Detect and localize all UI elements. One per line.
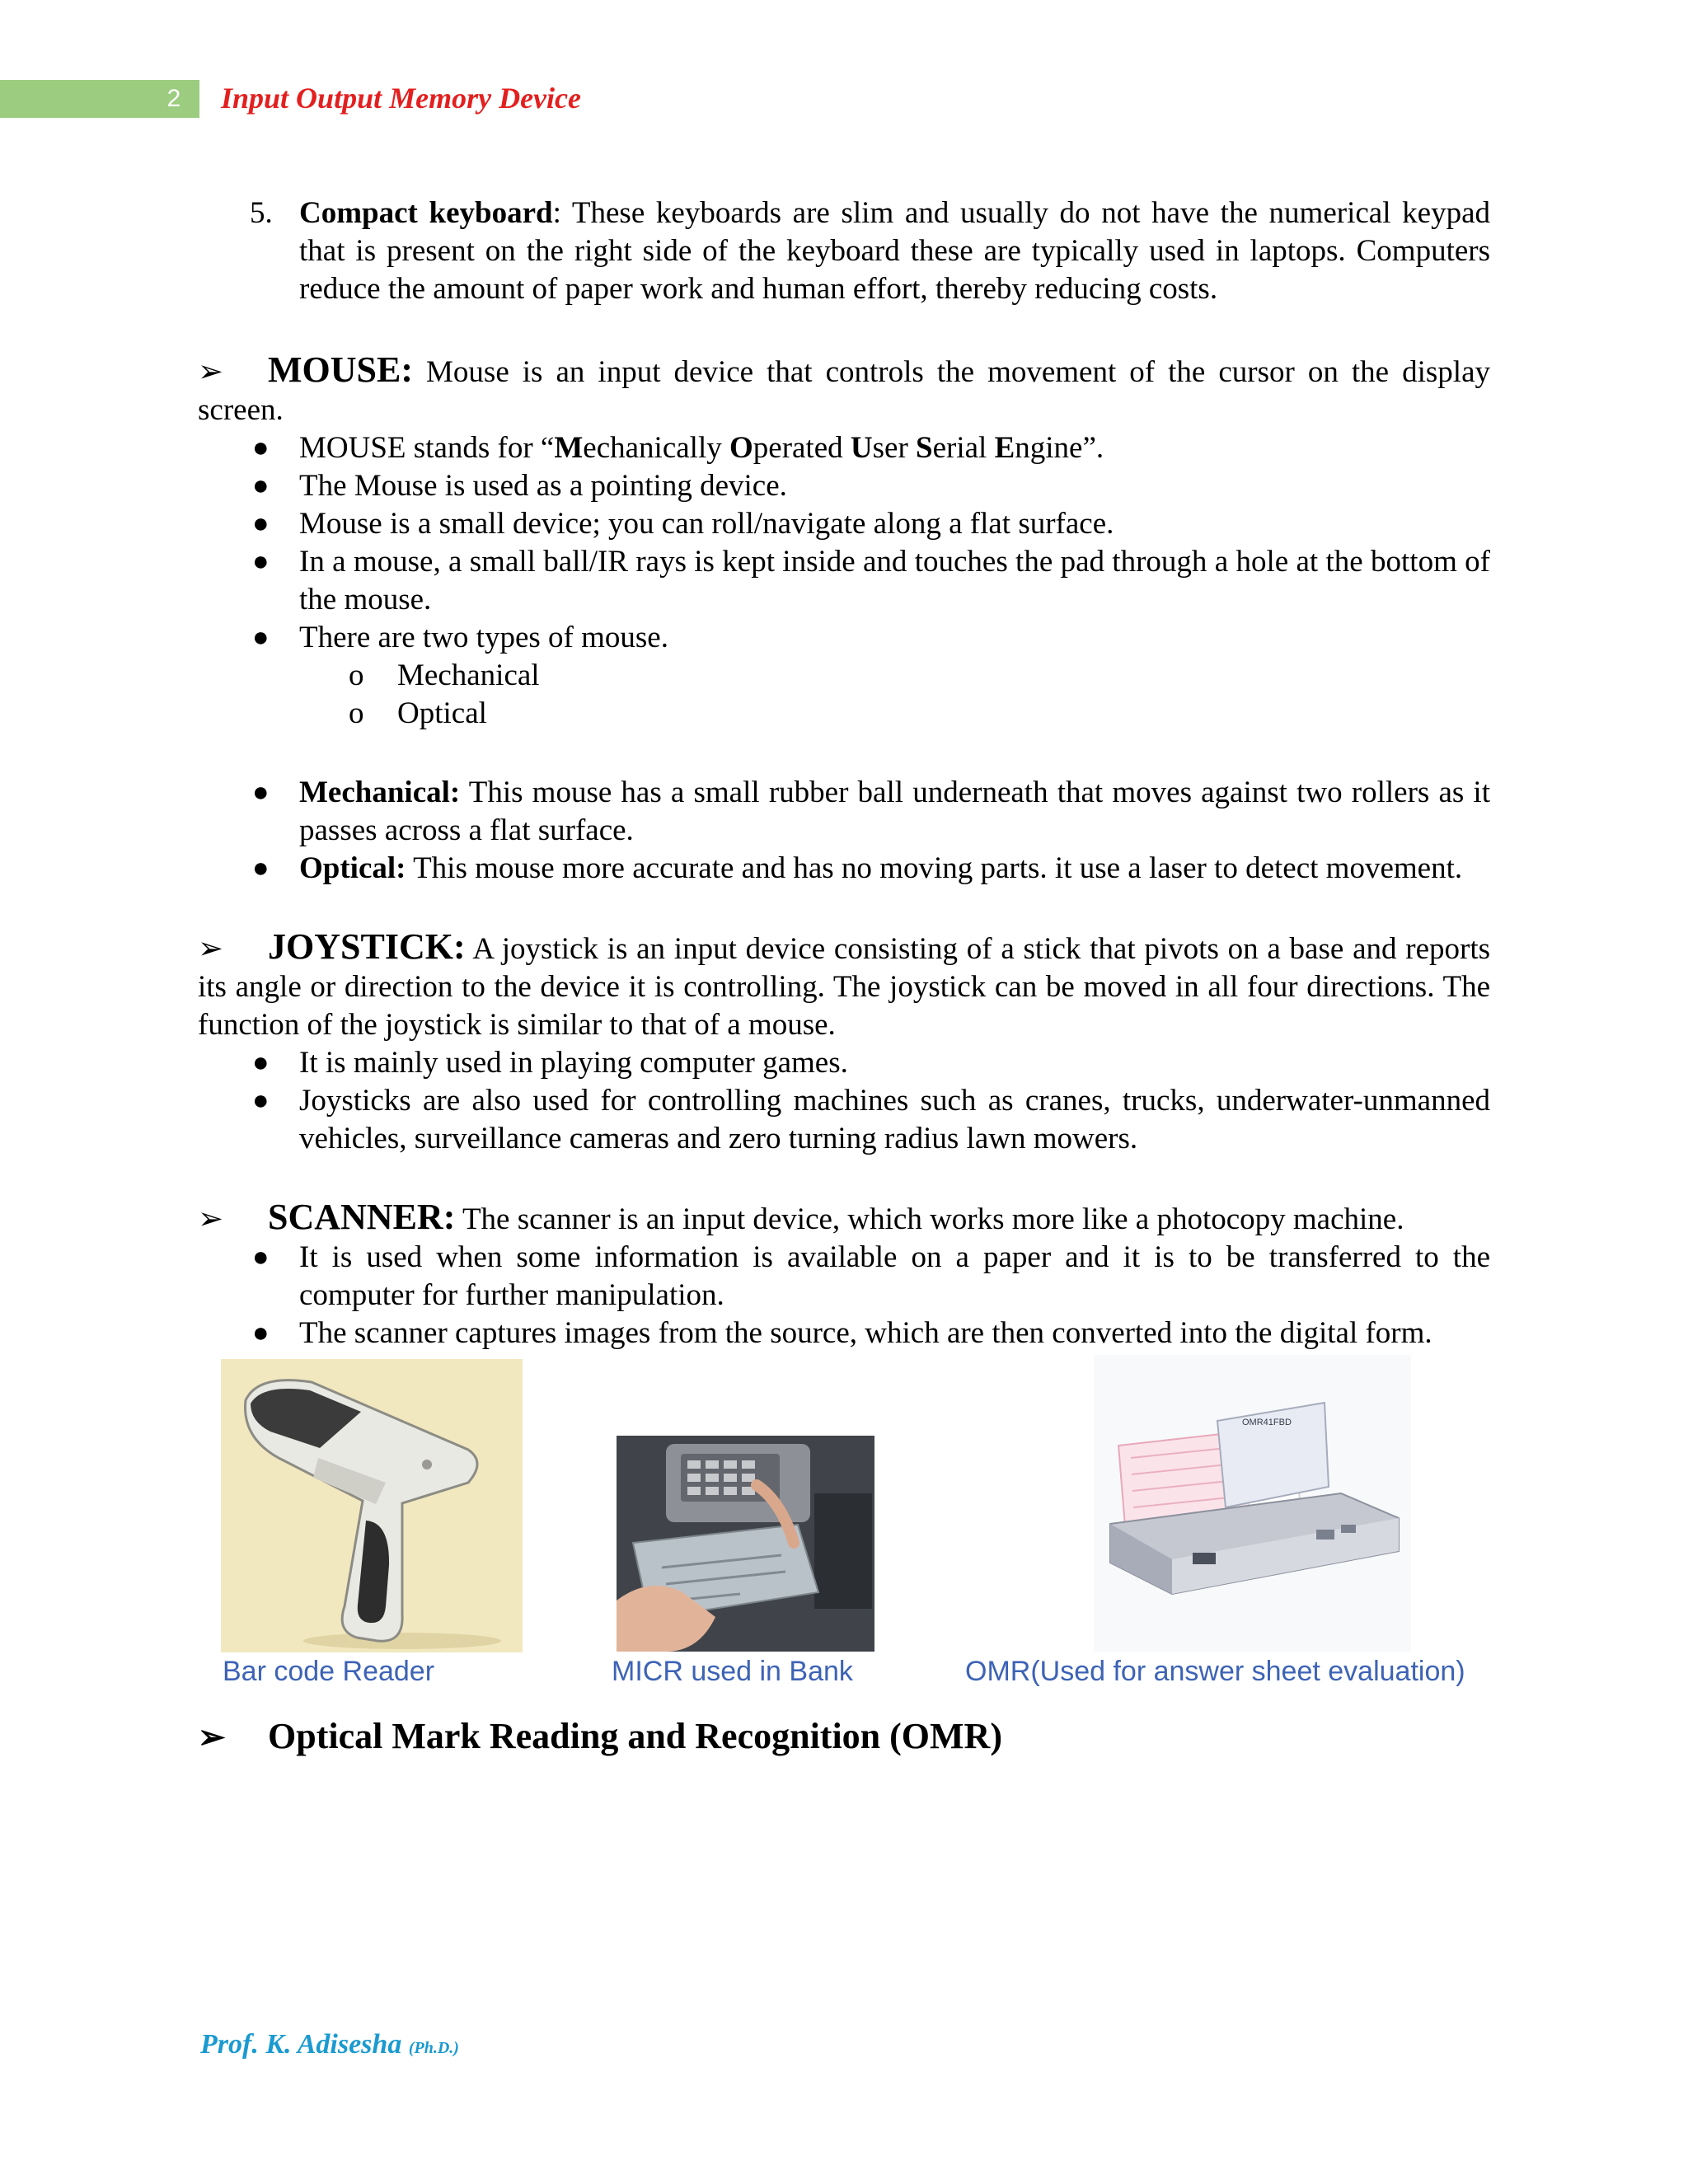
list-item bbox=[198, 467, 1490, 505]
bullet-icon: ● bbox=[252, 1047, 270, 1078]
list-item-text: Joysticks are also used for controlling machines such as cranes, trucks, underwater-unmanned vehicles, surveillance cameras and zero turning radius lawn mowers. bbox=[299, 1084, 1490, 1155]
acronym-letter: O bbox=[729, 431, 753, 465]
list-item bbox=[198, 1082, 1490, 1158]
bullet-icon: ● bbox=[252, 1318, 270, 1348]
sub-list-item bbox=[198, 657, 1490, 695]
arrow-icon: ➢ bbox=[198, 932, 224, 966]
acronym-word: ser bbox=[872, 431, 917, 465]
bullet-icon: ● bbox=[252, 777, 270, 808]
page-content bbox=[198, 194, 1490, 1760]
acronym-word: erial bbox=[932, 431, 995, 465]
barcode-reader-image bbox=[221, 1359, 523, 1652]
list-item bbox=[198, 619, 1490, 657]
joystick-title: JOYSTICK: bbox=[268, 926, 466, 967]
list-item-text: It is mainly used in playing computer games. bbox=[299, 1046, 848, 1080]
sub-list-item bbox=[198, 695, 1490, 733]
list-item-text: The scanner captures images from the source, which are then converted into the digital form. bbox=[299, 1316, 1432, 1350]
bullet-icon: ● bbox=[252, 853, 270, 883]
list-item-text: In a mouse, a small ball/IR rays is kept inside and touches the pad through a hole at the bottom of the mouse. bbox=[299, 545, 1490, 616]
sub-bullet-icon: o bbox=[349, 696, 364, 730]
bullet-icon: ● bbox=[252, 509, 270, 539]
mouse-intro: Mouse is an input device that controls the movement of the cursor on the display screen. bbox=[198, 355, 1490, 427]
list-item-text: Mouse is a small device; you can roll/navigate along a flat surface. bbox=[299, 507, 1114, 541]
joystick-heading bbox=[198, 928, 1490, 1044]
acronym-letter: S bbox=[916, 431, 933, 465]
optical-term: Optical: bbox=[299, 851, 406, 885]
sub-list-item-text: Optical bbox=[397, 696, 487, 730]
list-item-text: There are two types of mouse. bbox=[299, 621, 668, 654]
list-item bbox=[198, 850, 1490, 888]
compact-keyboard-text: : These keyboards are slim and usually do not have the numerical keypad that is present on the right side of the keyboard these are typically used in laptops. Computers reduce the amount of paper work and human effort, thereby reducing costs. bbox=[299, 196, 1491, 306]
omr-title: Optical Mark Reading and Recognition (OMR) bbox=[268, 1716, 1002, 1756]
list-item bbox=[198, 543, 1490, 619]
barcode-caption: Bar code Reader bbox=[223, 1656, 435, 1687]
scanner-intro: The scanner is an input device, which works more like a photocopy machine. bbox=[455, 1202, 1404, 1236]
list-item bbox=[198, 505, 1490, 543]
mouse-heading bbox=[198, 351, 1490, 429]
micr-caption: MICR used in Bank bbox=[612, 1656, 853, 1687]
mechanical-term: Mechanical: bbox=[299, 776, 461, 809]
author-name: Prof. K. Adisesha bbox=[200, 2029, 402, 2060]
compact-keyboard-item bbox=[198, 194, 1490, 308]
acronym-word: perated bbox=[753, 431, 851, 465]
acronym-letter: M bbox=[554, 431, 584, 465]
omr-machine-image bbox=[1094, 1355, 1411, 1652]
page-number: 2 bbox=[166, 85, 181, 112]
list-item-text: It is used when some information is available on a paper and it is to be transferred to the computer for further manipulation. bbox=[299, 1240, 1490, 1312]
optical-text: This mouse more accurate and has no moving parts. it use a laser to detect movement. bbox=[406, 851, 1463, 885]
list-item bbox=[198, 1315, 1490, 1352]
sub-list-item-text: Mechanical bbox=[397, 658, 540, 692]
list-item bbox=[198, 429, 1490, 467]
sub-bullet-icon: o bbox=[349, 658, 364, 692]
acronym-letter: E bbox=[994, 431, 1015, 465]
footer-author bbox=[200, 2029, 459, 2060]
omr-heading bbox=[198, 1714, 1490, 1760]
acronym-word: echanically bbox=[583, 431, 729, 465]
stands-for-suffix: ”. bbox=[1082, 431, 1104, 465]
scanner-heading bbox=[198, 1198, 1490, 1239]
mechanical-text: This mouse has a small rubber ball underneath that moves against two rollers as it passes across a flat surface. bbox=[299, 776, 1490, 847]
running-title: Input Output Memory Device bbox=[221, 82, 581, 115]
arrow-icon: ➢ bbox=[198, 1202, 224, 1236]
omr-machine-label: OMR41FBD bbox=[1242, 1418, 1292, 1427]
compact-keyboard-term: Compact keyboard bbox=[299, 196, 553, 230]
joystick-intro: A joystick is an input device consisting of a stick that pivots on a base and reports its angle or direction to the device it is controlling. The joystick can be moved in all four directions. The function of the joystick is similar to that of a mouse. bbox=[198, 932, 1490, 1042]
acronym-letter: U bbox=[850, 431, 873, 465]
stands-for-prefix: MOUSE stands for “ bbox=[299, 431, 555, 465]
list-item-text: The Mouse is used as a pointing device. bbox=[299, 469, 787, 503]
list-item bbox=[198, 1239, 1490, 1315]
arrow-icon: ➢ bbox=[198, 355, 224, 389]
bullet-icon: ● bbox=[252, 1085, 270, 1116]
arrow-icon: ➢ bbox=[198, 1718, 226, 1755]
scanner-figures bbox=[198, 1359, 1490, 1708]
mouse-title: MOUSE: bbox=[268, 349, 413, 390]
list-item bbox=[198, 1044, 1490, 1082]
bullet-icon: ● bbox=[252, 622, 270, 653]
acronym-word: ngine bbox=[1015, 431, 1083, 465]
bullet-icon: ● bbox=[252, 471, 270, 501]
scanner-title: SCANNER: bbox=[268, 1197, 456, 1237]
list-item bbox=[198, 774, 1490, 850]
bullet-icon: ● bbox=[252, 433, 270, 463]
author-degree: (Ph.D.) bbox=[408, 2039, 459, 2057]
micr-image bbox=[617, 1436, 874, 1652]
omr-caption: OMR(Used for answer sheet evaluation) bbox=[965, 1656, 1465, 1687]
item-number: 5. bbox=[250, 196, 273, 230]
bullet-icon: ● bbox=[252, 546, 270, 577]
bullet-icon: ● bbox=[252, 1242, 270, 1272]
